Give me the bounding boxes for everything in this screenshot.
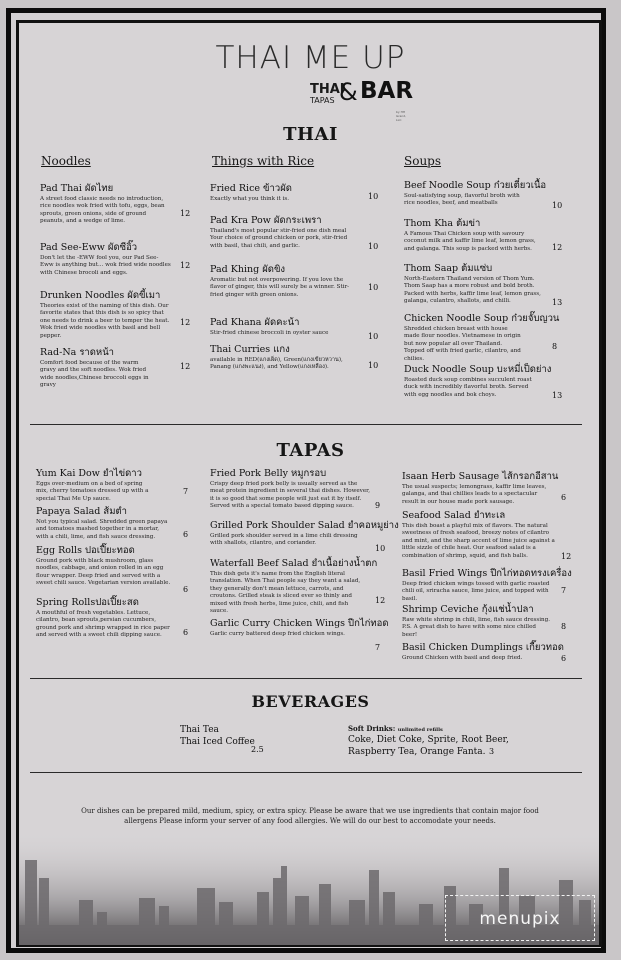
menu-item	[210, 558, 382, 615]
item-name: Pad Thai ผัดไทย	[40, 183, 114, 194]
menu-item	[402, 568, 574, 603]
item-name: Rad-Na ราดหน้า	[40, 347, 115, 358]
menu-item	[210, 317, 382, 337]
logo-bar: BAR	[360, 78, 414, 104]
bev-soft-drinks-line2: Raspberry Tea, Orange Fanta.	[348, 747, 486, 757]
item-price: 12	[180, 318, 191, 327]
item-name: Waterfall Beef Salad ยำเนื้อย่างน้ำตก	[210, 558, 378, 569]
bev-thai-iced-coffee: Thai Iced Coffee	[180, 737, 255, 747]
item-name: Pad See-Eww ผัดซีอิ๊ว	[40, 242, 138, 253]
item-name: Basil Fried Wings ปีกไก่ทอดทรงเครื่อง	[402, 568, 572, 579]
item-price: 10	[368, 192, 379, 201]
menu-item	[404, 180, 576, 208]
item-description: Comfort food because of the warm gravy and the soft noodles. Wok fried wide noodles,Chinese broccoli eggs in gravy	[40, 360, 149, 389]
item-price: 10	[552, 201, 563, 210]
item-name: Thom Saap ต้มแซ่บ	[404, 263, 493, 274]
item-price: 12	[561, 552, 572, 561]
item-name: Drunken Noodles ผัดขี้เมา	[40, 290, 161, 301]
item-price: 6	[183, 585, 189, 594]
item-price: 10	[368, 242, 379, 251]
item-description: available in RED(แกงเผ็ด), Green(แกงเขียวหวาน), Panang (แกงพะแนง), and Yellow(แกงเหลือง).	[210, 357, 343, 371]
menu-item	[210, 344, 382, 372]
item-description: This dish boast a playful mix of flavors. The natural sweetness of fresh seafood, breezy notes of cilantro and mint, and the sharp accent of lime juice against a little sizzle of chile heat. Our seafood salad is a combination of shrimp, squid, and fish balls.	[402, 523, 555, 559]
item-name: Papaya Salad ส้มตำ	[36, 506, 127, 517]
menu-item	[210, 618, 389, 638]
item-price: 12	[180, 362, 191, 371]
logo-owner: by HH Grand, LLC	[396, 110, 407, 122]
heading-soups: Soups	[404, 154, 442, 168]
menu-item	[40, 242, 212, 277]
item-name: Isaan Herb Sausage ไส้กรอกอีสาน	[402, 471, 559, 482]
menu-item	[40, 290, 212, 340]
menupix-watermark: menupix	[445, 895, 595, 941]
item-price: 13	[552, 298, 563, 307]
item-description: Shredded chicken breast with house made flour noodles. Vietnamese in origin but now popular all over Thailand. Topped off with fried garlic, cilantro, and chilies.	[404, 326, 521, 362]
item-description: A mouthful of fresh vegetables. Lettuce, cilantro, bean sprouts,persian cucumbers, ground pork and shrimp wrapped in rice paper and served with a sweet chili dipping sauce.	[36, 610, 170, 639]
menu-item	[210, 468, 382, 511]
item-price: 6	[561, 493, 567, 502]
bev-soft-price: 3	[489, 747, 495, 756]
item-description: A Famous Thai Chicken soup with savoury coconut milk and kaffir lime leaf, lemon grass, and galanga. This soup is packed with herbs.	[404, 231, 536, 252]
item-description: Soul-satisfying soup, flavorful broth with rice noodles, beef, and meatballs	[404, 193, 520, 207]
section-title-thai: THAI	[283, 124, 338, 145]
logo-tapas: TAPAS	[310, 96, 335, 105]
section-divider	[30, 678, 582, 679]
menu-item	[36, 468, 208, 503]
section-divider	[30, 772, 582, 773]
menu-item	[402, 510, 574, 560]
item-price: 7	[561, 586, 567, 595]
soft-drinks-note: unlimited refills	[397, 727, 443, 733]
allergen-notice-line2: allergens Please inform your server of any food allergies. We will do our best to accomodate your needs.	[124, 817, 496, 825]
item-name: Chicken Noodle Soup ก๋วยจั๊บญวน	[404, 313, 560, 324]
item-price: 12	[552, 243, 563, 252]
item-description: Crispy deep fried pork belly is usually served as the meat protein ingredient in several thai dishes. However, it is so good that some people will just eat it by itself. Served with a special tomato based dipping sauce.	[210, 481, 370, 510]
item-description: Deep fried chicken wings tossed with garlic roasted chili oil, sriracha sauce, lime juice, and topped with basil.	[402, 581, 550, 602]
item-description: Stir-fried chinese broccoli in oyster sauce	[210, 330, 329, 336]
item-description: Aromatic but not overpowering. If you love the flavor of ginger, this will surely be a winner. Stir-fried ginger with green onions.	[210, 277, 350, 298]
item-price: 6	[183, 530, 189, 539]
item-description: Ground Chicken with basil and deep fried.	[402, 655, 523, 661]
menu-item	[404, 218, 576, 253]
item-price: 13	[552, 391, 563, 400]
item-description: Ground pork with black mushroom, glass noodles, cabbage, and onion rolled in an egg flour wrapper. Deep fried and served with a sweet chili sauce. Vegetarian version available.	[36, 558, 171, 587]
bev-soft-drinks-line1: Coke, Diet Coke, Sprite, Root Beer,	[348, 735, 509, 745]
item-price: 12	[180, 261, 191, 270]
item-price: 9	[375, 501, 381, 510]
restaurant-name: THAI ME UP	[215, 40, 406, 76]
item-description: Exactly what you think it is.	[210, 196, 290, 202]
menu-item	[210, 183, 382, 203]
bev-tea-price: 2.5	[251, 745, 264, 754]
item-name: Seafood Salad ยำทะเล	[402, 510, 506, 521]
bev-thai-tea: Thai Tea	[180, 725, 219, 735]
logo-thai: THAI	[310, 82, 345, 97]
item-price: 12	[180, 209, 191, 218]
menu-item	[40, 183, 212, 226]
menu-item	[210, 520, 399, 548]
item-name: Fried Pork Belly หมูกรอบ	[210, 468, 327, 479]
item-description: Not you typical salad. Shredded green papaya and tomatoes mashed together in a mortar, with a chili, lime, and fish sauce dressing.	[36, 519, 168, 540]
item-name: Grilled Pork Shoulder Salad ยำคอหมูย่าง	[210, 520, 399, 531]
menu-item	[404, 263, 576, 306]
item-name: Pad Khana ผัดคะน้า	[210, 317, 300, 328]
item-name: Garlic Curry Chicken Wings ปีกไก่ทอด	[210, 618, 389, 629]
bev-soft-drinks-label	[348, 724, 443, 733]
logo-ampersand: &	[339, 78, 358, 106]
item-description: Theories exist of the naming of this dish. Our favorite states that this dish is so spicy that one needs to drink a beer to temper the heat. Wok fried wide noodles with basil and bell pepper.	[40, 303, 170, 339]
item-name: Shrimp Ceviche กุ้งแช่น้ำปลา	[402, 604, 534, 615]
item-name: Fried Rice ข้าวผัด	[210, 183, 292, 194]
item-description: A street food classic needs no introduction, rice noodles wok fried with tofu, eggs, bean sprouts, green onions, side of ground peanuts, and a wedge of lime.	[40, 196, 165, 225]
item-price: 8	[561, 622, 567, 631]
menu-item	[402, 604, 574, 639]
item-description: Thailand's most popular stir-fried one dish meal Your choice of ground chicken or pork, stir-fried with basil, thai chili, and garlic.	[210, 228, 348, 249]
item-name: Basil Chicken Dumplings เกี๊ยวทอด	[402, 642, 564, 653]
item-name: Spring Rollsปอเปี๊ยะสด	[36, 597, 139, 608]
item-name: Thai Curries แกง	[210, 344, 290, 355]
item-price: 10	[375, 544, 386, 553]
item-name: Egg Rolls ปอเปี๊ยะทอด	[36, 545, 135, 556]
allergen-notice	[80, 806, 540, 826]
menu-item	[404, 364, 576, 399]
menu-item	[210, 215, 382, 250]
item-description: North-Eastern Thailand version of Thom Yum. Thom Saap has a more robust and bold broth. Packed with herbs, kaffir lime leaf, lemon grass, galanga, culantro, shallots, and chilli.	[404, 276, 541, 305]
item-name: Thom Kha ต้มข่า	[404, 218, 481, 229]
item-description: This dish gets it's name from the English literal translation. When Thai people say they want a salad, they generally don't mean lettuce, carrots, and croutons. Grilled steak is sliced ever so thinly and mixed with fresh herbs, lime juice, chili, and fish sauce.	[210, 571, 361, 615]
allergen-notice-line1: Our dishes can be prepared mild, medium, spicy, or extra spicy. Please be aware that we use ingredients that contain major food	[81, 807, 539, 815]
item-name: Pad Khing ผัดขิง	[210, 264, 286, 275]
item-description: Garlic curry battered deep fried chicken wings.	[210, 631, 345, 637]
item-price: 7	[183, 487, 189, 496]
item-name: Pad Kra Pow ผัดกระเพรา	[210, 215, 322, 226]
item-description: Grilled pork shoulder served in a lime chili dressing with shallots, cilantro, and coriander.	[210, 533, 358, 547]
item-price: 10	[368, 361, 379, 370]
soft-drinks-title: Soft Drinks:	[348, 724, 396, 733]
item-description: Don't let the -EWW fool you, our Pad See-Eww is anything but... wok fried wide noodles with Chinese brocoli and eggs.	[40, 255, 171, 276]
section-title-tapas: TAPAS	[276, 440, 345, 461]
item-price: 8	[552, 342, 558, 351]
section-divider	[30, 424, 582, 425]
item-price: 12	[375, 596, 386, 605]
section-title-beverages: BEVERAGES	[251, 692, 370, 711]
item-price: 10	[368, 283, 379, 292]
heading-noodles: Noodles	[41, 154, 91, 168]
menu-item	[404, 313, 576, 363]
item-price: 10	[368, 332, 379, 341]
item-price: 7	[375, 643, 381, 652]
item-name: Duck Noodle Soup บะหมี่เป็ดย่าง	[404, 364, 552, 375]
heading-things-with-rice: Things with Rice	[212, 154, 315, 168]
item-description: Eggs over-medium on a bed of spring mix, cherry tomatoes dressed up with a special Thai Me Up sauce.	[36, 481, 149, 502]
item-name: Yum Kai Dow ยำไข่ดาว	[36, 468, 142, 479]
menu-item	[36, 545, 208, 588]
menu-item	[402, 642, 574, 662]
item-name: Beef Noodle Soup ก๋วยเตี๋ยวเนื้อ	[404, 180, 547, 191]
item-price: 6	[561, 654, 567, 663]
item-description: Roasted duck soup combines succulent roast duck with incredibly flavorful broth. Served with egg noodles and bok choys.	[404, 377, 532, 398]
item-description: The usual suspects; lemongrass, kaffir lime leaves, galanga, and thai chillies leads to a spectacular result in our house made pork sausage.	[402, 484, 547, 505]
item-description: Raw white shrimp in chili, lime, fish sauce dressing. P.S. A great dish to have with some nice chilled beer!	[402, 617, 551, 638]
menu-item	[210, 264, 382, 299]
menu-item	[402, 471, 574, 506]
restaurant-logo	[310, 78, 414, 122]
item-price: 6	[183, 628, 189, 637]
